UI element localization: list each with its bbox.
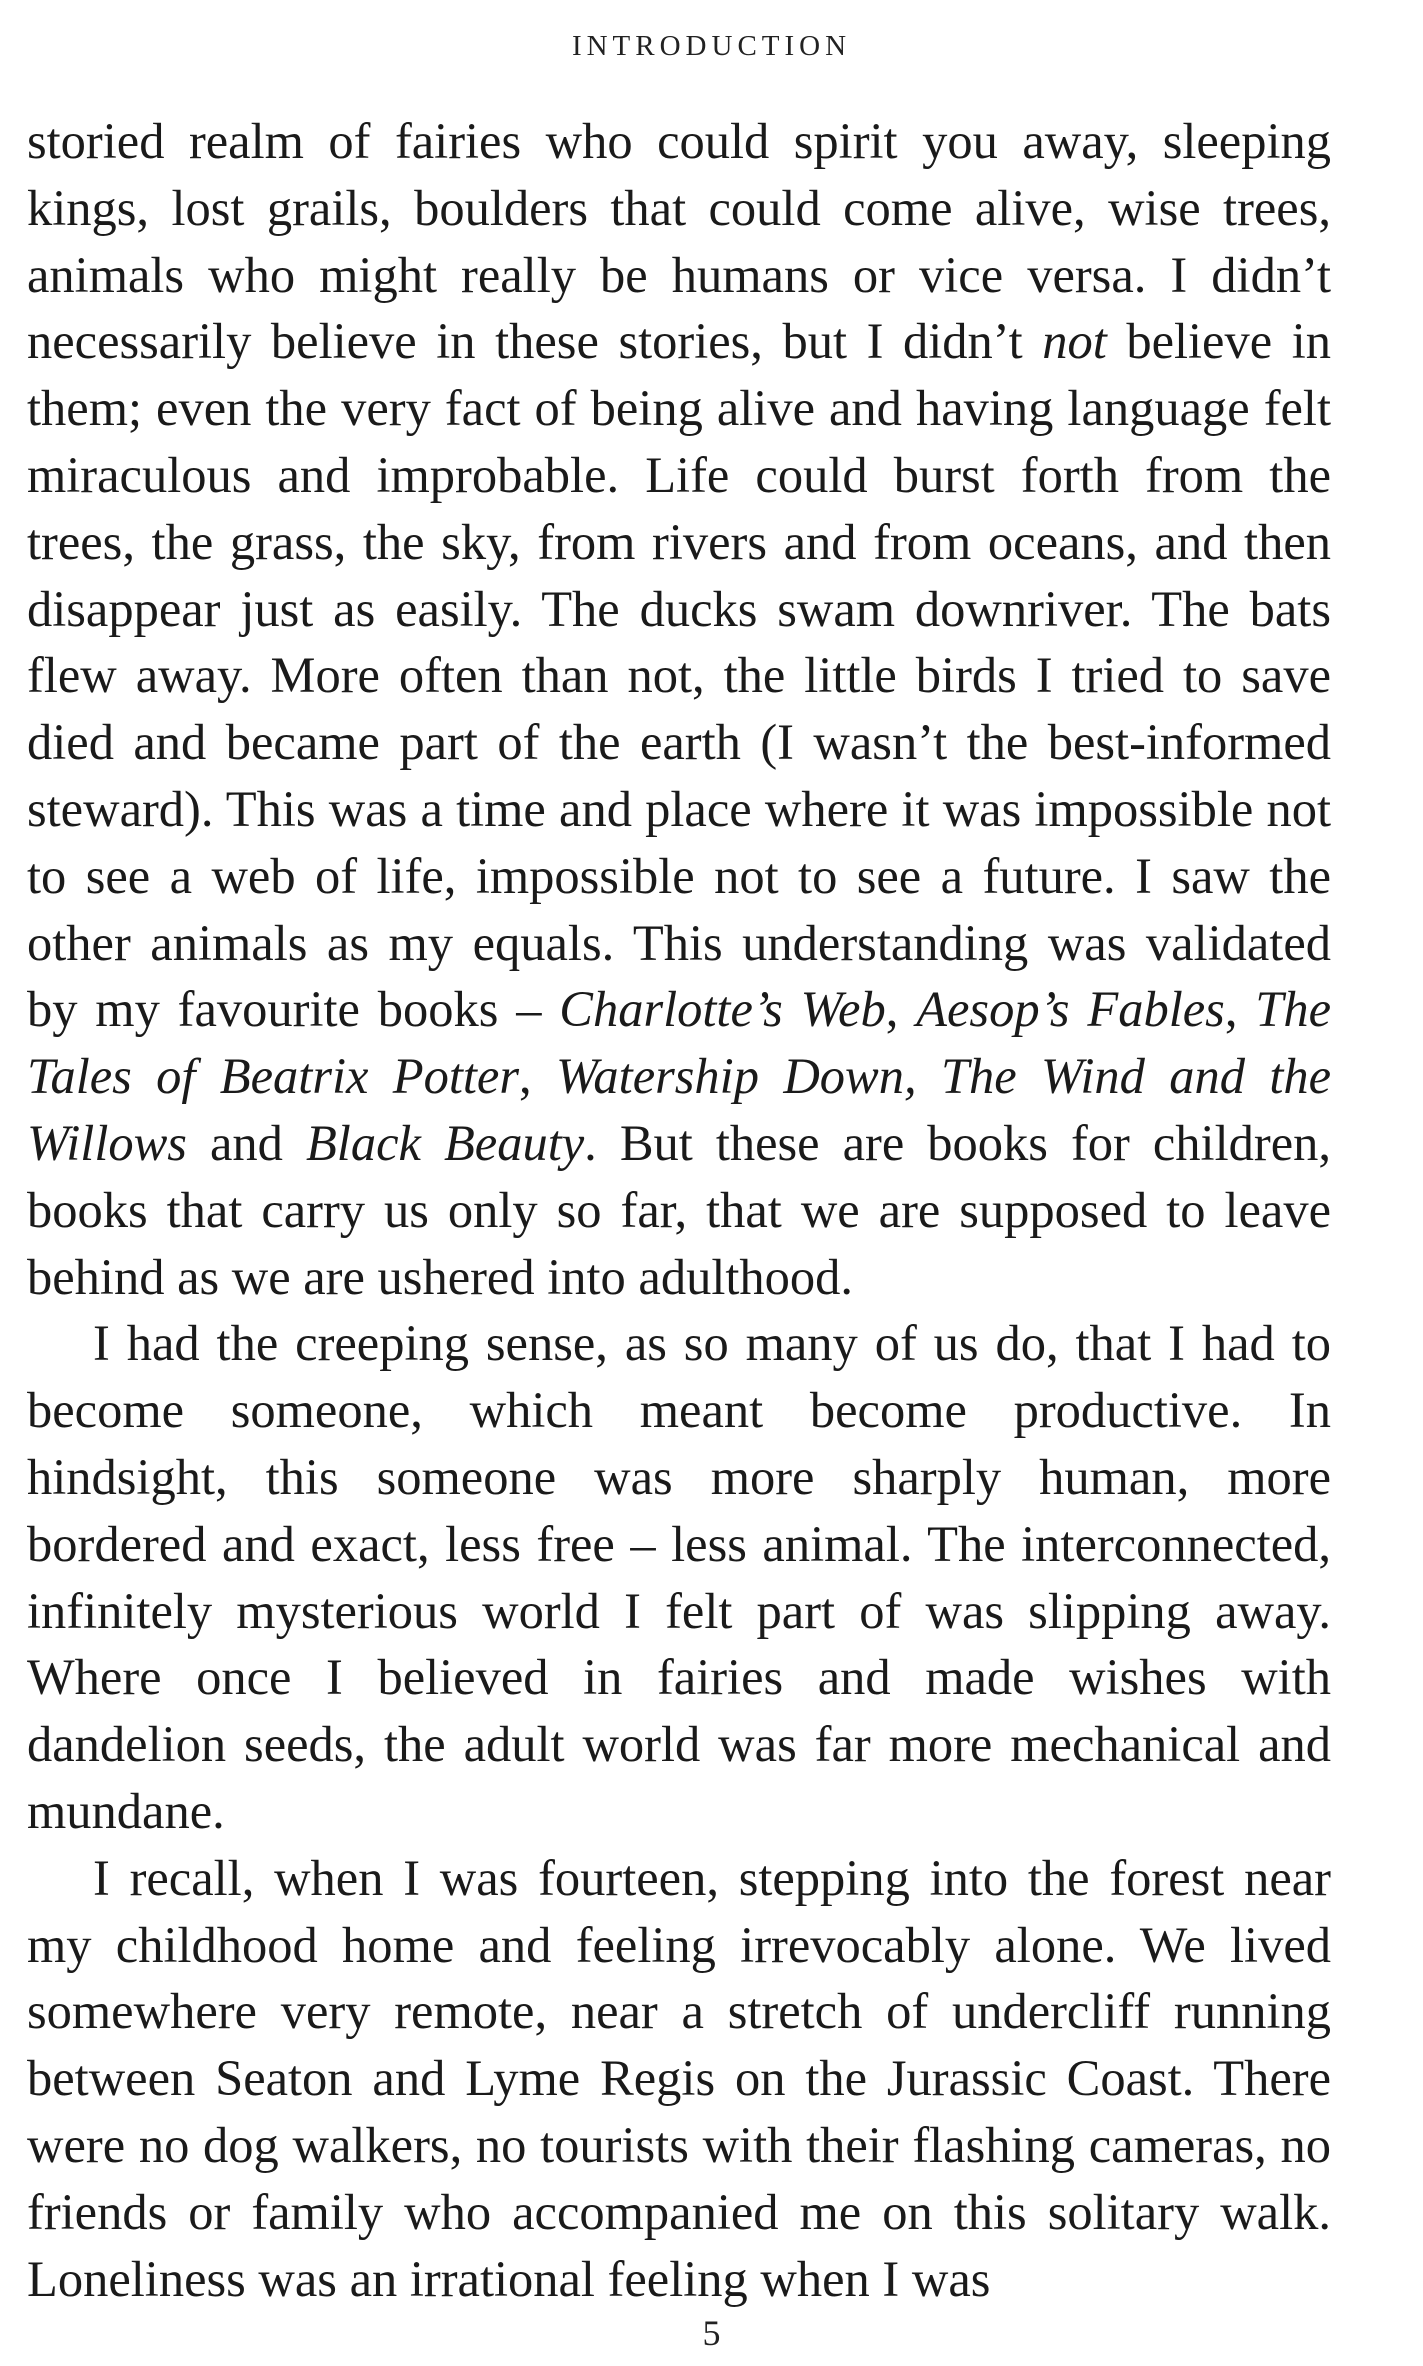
book-title-black-beauty: Black Beauty [305,1114,585,1171]
paragraph-1-text-a: storied realm of fairies who could spirit you away, sleeping kings, lost grails, boulders that could come alive, wise trees, animals who might really be humans or vice versa. I didn’t necessarily believe in these stories, but I didn’t [27,113,1331,370]
separator: and [186,1114,306,1171]
page-number: 5 [702,2313,721,2353]
body-text [27,108,1331,2312]
paragraph-1 [27,108,1331,1310]
emphasis-not: not [1042,313,1107,370]
book-title-beatrix-potter: The Tales of Beatrix Potter [27,981,1331,1105]
paragraph-2: I had the creeping sense, as so many of us do, that I had to become someone, which meant become productive. In hindsight, this someone was more sharply human, more bordered and exact, less free – less animal. The interconnected, infinitely mysterious world I felt part of was slipping away. Where once I believed in fairies and made wishes with dandelion seeds, the adult world was far more mechanical and mundane. [27,1315,1331,1839]
paragraph-1-text-c: . But these are books for children, books that carry us only so far, that we are supposed to leave behind as we are ushered into adulthood. [27,1114,1331,1305]
separator: , [885,981,917,1038]
separator: , [1224,981,1256,1038]
paragraph-3: I recall, when I was fourteen, stepping into the forest near my childhood home and feeling irrevocably alone. We lived somewhere very remote, near a stretch of undercliff running between Seaton and Lyme Regis on the Jurassic Coast. There were no dog walkers, no tourists with their flashing cameras, no friends or family who accompanied me on this solitary walk. Loneliness was an irrational feeling when I was [27,1849,1331,2307]
book-title-charlottes-web: Charlotte’s Web [559,981,886,1038]
paragraph-1-text-b: believe in them; even the very fact of being alive and having language felt miraculous and improbable. Life could burst forth from the trees, the grass, the sky, from rivers and from oceans, and then disappear just as easily. The ducks swam downriver. The bats flew away. More often than not, the little birds I tried to save died and became part of the earth (I wasn’t the best-informed steward). This was a time and place where it was impossible not to see a web of life, impossible not to see a future. I saw the other animals as my equals. This understanding was validated by my favourite books – [27,313,1331,1038]
book-title-watership-down-wind-willows: Watership Down, The Wind and the Willows [27,1048,1332,1171]
running-head: INTRODUCTION [571,30,852,62]
book-title-aesops-fables: Aesop’s Fables [916,981,1225,1038]
separator: , [519,1048,556,1105]
